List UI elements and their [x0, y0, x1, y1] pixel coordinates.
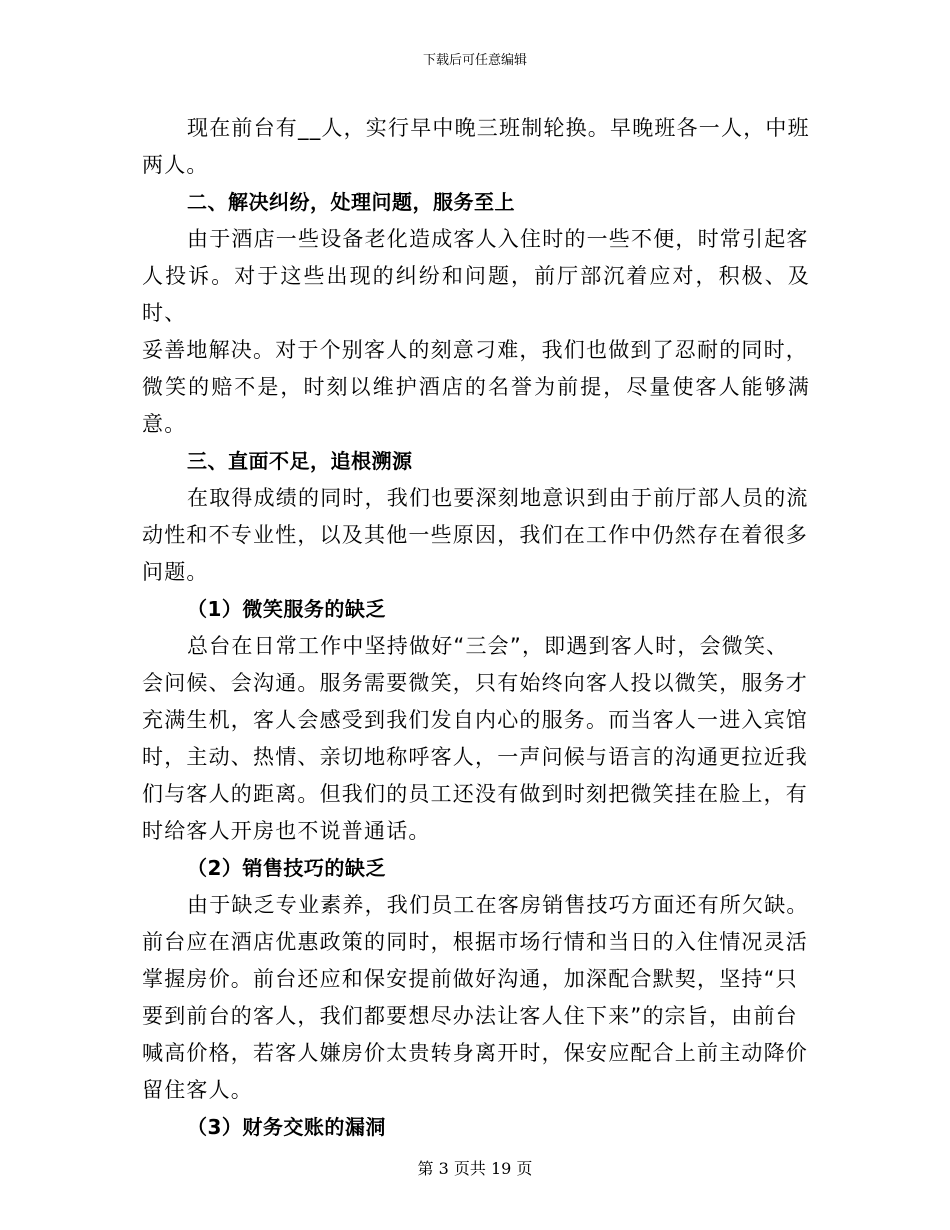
text-line: 时给客人开房也不说普通话。 [142, 819, 431, 843]
subheading-finance-handover: （3）财务交账的漏洞 [187, 1115, 386, 1139]
text-line: 时，主动、热情、亲切地称呼客人，一声问候与语言的沟通更拉近我 [142, 745, 808, 769]
text-line: 微笑的赔不是，时刻以维护酒店的名誉为前提，尽量使客人能够满意。 [142, 375, 810, 436]
page-header-note: 下载后可任意编辑 [422, 53, 527, 68]
text-line: 动性和不专业性，以及其他一些原因，我们在工作中仍然存在着很多 [142, 523, 808, 547]
text-line: 喊高价格，若客人嫌房价太贵转身离开时，保安应配合上前主动降价 [142, 1041, 808, 1065]
text-line: 留住客人。 [142, 1078, 253, 1102]
text-line: 由于缺乏专业素养，我们员工在客房销售技巧方面还有所欠缺。 [187, 893, 809, 917]
text-line: 会问候、会沟通。服务需要微笑，只有始终向客人投以微笑，服务才 [142, 671, 808, 695]
paragraph-smile-service [142, 628, 810, 850]
text-line: 充满生机，客人会感受到我们发自内心的服务。而当客人一进入宾馆 [142, 708, 808, 732]
text-line: 问题。 [142, 560, 209, 584]
section-heading-3: 三、直面不足，追根溯源 [187, 449, 413, 473]
document-body [142, 110, 810, 1146]
text-line: 人投诉。对于这些出现的纠纷和问题，前厅部沉着应对，积极、及时、 [142, 264, 810, 325]
text-line: 要到前台的客人，我们都要想尽办法让客人住下来”的宗旨，由前台 [142, 1004, 798, 1028]
paragraph-disputes [142, 221, 810, 443]
text-line: 由于酒店一些设备老化造成客人入住时的一些不便，时常引起客 [187, 227, 809, 251]
section-heading-2: 二、解决纠纷，处理问题，服务至上 [187, 190, 515, 214]
subheading-smile-service: （1）微笑服务的缺乏 [187, 597, 386, 621]
text-line: 妥善地解决。对于个别客人的刻意刁难，我们也做到了忍耐的同时， [142, 338, 808, 362]
text-line: 们与客人的距离。但我们的员工还没有做到时刻把微笑挂在脸上，有 [142, 782, 808, 806]
text-line: 总台在日常工作中坚持做好“三会”，即遇到客人时，会微笑、 [187, 634, 789, 658]
subheading-sales-skills: （2）销售技巧的缺乏 [187, 856, 386, 880]
paragraph-shortcomings [142, 480, 810, 591]
text-line: 前台应在酒店优惠政策的同时，根据市场行情和当日的入住情况灵活 [142, 930, 808, 954]
text-line: 现在前台有__人，实行早中晚三班制轮换。早晚班各一人，中班 [187, 116, 810, 140]
text-line: 在取得成绩的同时，我们也要深刻地意识到由于前厅部人员的流 [187, 486, 809, 510]
text-line: 两人。 [142, 153, 209, 177]
text-line: 掌握房价。前台还应和保安提前做好沟通，加深配合默契，坚持“只 [142, 967, 798, 991]
paragraph-staffing [142, 110, 810, 184]
page-number: 第 3 页共 19 页 [417, 1159, 533, 1178]
paragraph-sales-skills [142, 887, 810, 1109]
